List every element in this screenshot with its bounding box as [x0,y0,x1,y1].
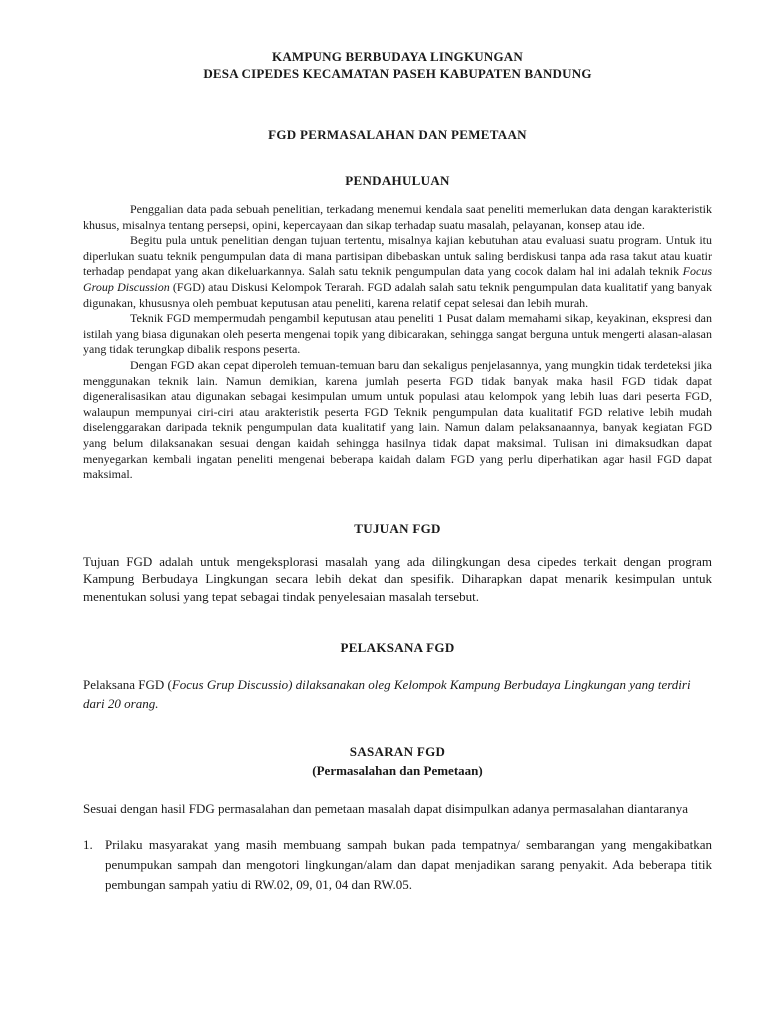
sasaran-heading: SASARAN FGD [349,744,446,760]
sasaran-intro: Sesuai dengan hasil FDG permasalahan dan pemetaan masalah dapat disimpulkan adanya permasalahan diantaranya [83,801,689,817]
tujuan-heading: TUJUAN FGD [354,520,441,536]
document-header [83,48,712,82]
pelaksana-text-italic: Focus Grup Discussio) dilaksanakan oleg Kelompok Kampung Berbudaya Lingkungan yang terdiri dari 20 orang. [83,677,691,712]
pelaksana-paragraph [83,675,712,713]
problem-list [83,835,712,895]
pendahuluan-heading: PENDAHULUAN [345,173,450,188]
pelaksana-heading: PELAKSANA FGD [340,640,455,656]
header-line-2: DESA CIPEDES KECAMATAN PASEH KABUPATEN BANDUNG [203,66,592,81]
tujuan-paragraph: Tujuan FGD adalah untuk mengeksplorasi masalah yang ada dilingkungan desa cipedes terkait dengan program Kampung Berbudaya Lingkungan secara lebih dekat dan spesifik. Diharapkan dapat menarik kesimpulan untuk menentukan solusi yang tepat sebagai tindak penyelesaian masalah tersebut. [83,553,712,604]
pendahuluan-paragraph-3: Teknik FGD mempermudah pengambil keputusan atau peneliti 1 Pusat dalam memahami sikap, keyakinan, ekspresi dan istilah yang biasa digunakan oleh peserta mengenai topik yang dibicarakan, sehingga sangat berguna untuk mengerti alasan-alasan yang tidak terungkap dibalik respons peserta. [83,311,712,357]
paragraph-2-italic-term: Focus Group Discussion [83,264,712,294]
pendahuluan-paragraph-2 [83,233,712,311]
pelaksana-text-plain: Pelaksana FGD ( [83,677,172,693]
document-title: FGD PERMASALAHAN DAN PEMETAAN [268,127,527,142]
sasaran-subheading: (Permasalahan dan Pemetaan) [312,763,483,779]
problem-list-item [83,835,712,895]
pendahuluan-paragraph-1: Penggalian data pada sebuah penelitian, terkadang menemui kendala saat peneliti memerlukan data dengan karakteristik khusus, misalnya tentang persepsi, opini, kepercayaan dan sikap terhadap suatu masalah, pelayanan, konsep atau ide. [83,202,712,232]
pendahuluan-section [83,202,712,483]
list-item-text: Prilaku masyarakat yang masih membuang sampah bukan pada tempatnya/ sembarangan yang mengakibatkan penumpukan sampah dan mengotori lingkungan/alam dan dapat menjadikan sarang penyakit. Ada beberapa titik pembungan sampah yatiu di RW.02, 09, 01, 04 dan RW.05. [105,837,712,893]
paragraph-2-text-b: (FGD) atau Diskusi Kelompok Terarah. FGD adalah salah satu teknik pengumpulan data kualitatif yang banyak digunakan, khususnya oleh pembuat keputusan atau peneliti, karena relatif cepat selesai dan lebih murah. [83,279,712,310]
pendahuluan-paragraph-4: Dengan FGD akan cepat diperoleh temuan-temuan baru dan sekaligus penjelasannya, yang mungkin tidak terdeteksi jika menggunakan teknik lain. Namun demikian, karena jumlah peserta FGD tidak banyak maka hasil FGD tidak dapat digeneralisasikan atau digunakan sebagai kesimpulan umum untuk populasi atau kelompok yang lebih luas dari peserta FGD, walaupun mempunyai ciri-ciri atau arakteristik peserta FGD Teknik pengumpulan data kualitatif FGD relative lebih mudah diselenggarakan daripada teknik pengumpulan data kualitatif yang lain. Namun dalam pelaksanaannya, banyak kegiatan FGD yang belum dilaksanakan sesuai dengan kaidah sehingga hasilnya tidak dapat maksimal. Tulisan ini dimaksudkan dapat menyegarkan kembali ingatan peneliti mengenai beberapa kaidah dalam FGD yang perlu diperhatikan agar hasil FGD dapat maksimal. [83,357,712,482]
header-line-1: KAMPUNG BERBUDAYA LINGKUNGAN [272,49,523,64]
paragraph-2-text-a: Begitu pula untuk penelitian dengan tujuan tertentu, misalnya kajian kebutuhan atau evaluasi suatu program. Untuk itu diperlukan suatu teknik pengumpulan data di mana partisipan dibebaskan untuk saling berdiskusi tanpa ada rasa takut atau kuatir terhadap pendapat yang akan dikeluarkannya. Salah satu teknik pengumpulan data yang cocok dalam hal ini adalah teknik [83,233,712,279]
list-item-number: 1. [83,837,93,853]
